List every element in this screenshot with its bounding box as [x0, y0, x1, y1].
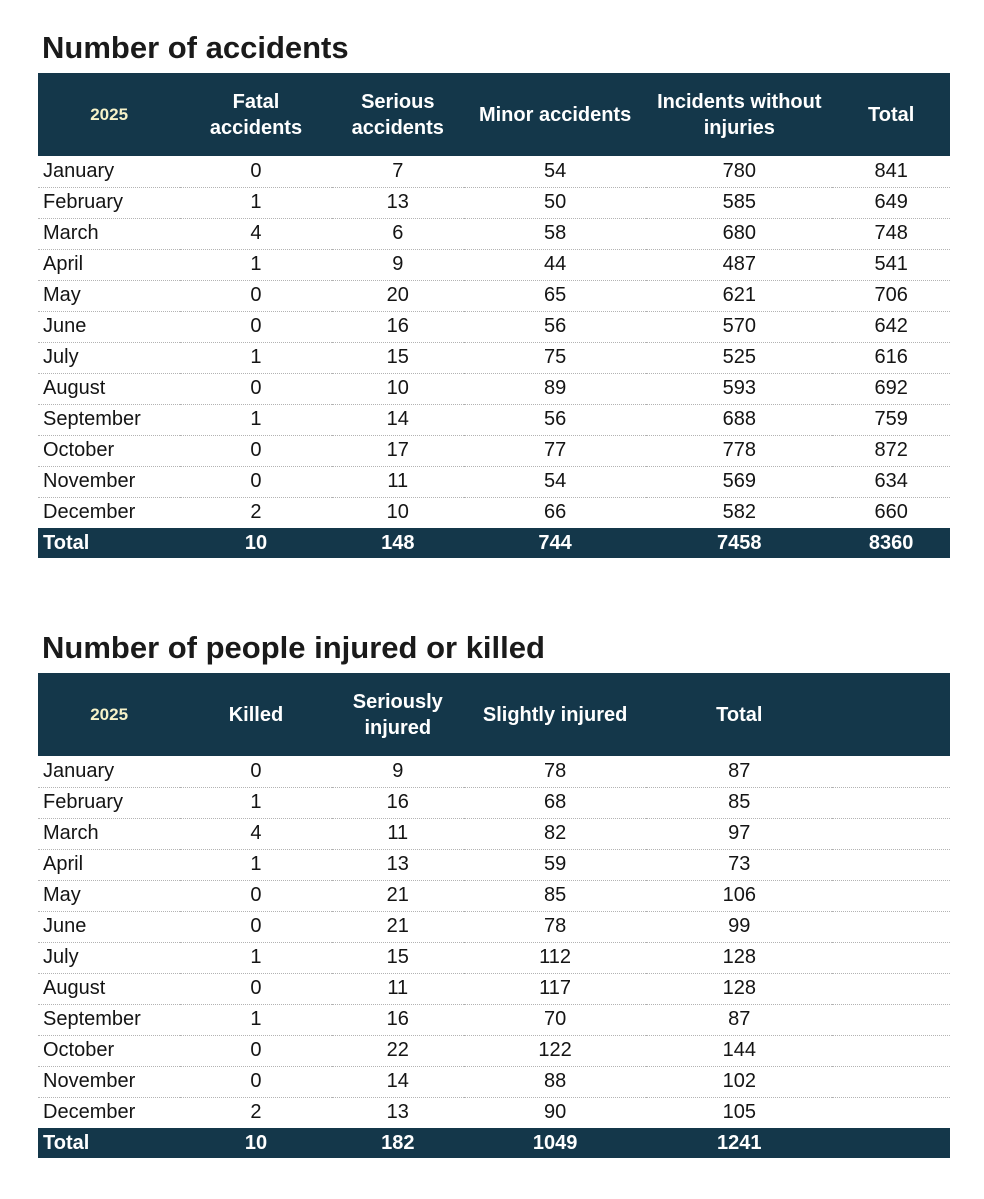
value-cell: 4	[180, 818, 331, 849]
value-cell: 90	[543, 1101, 567, 1124]
value-cell: 66	[543, 501, 567, 524]
value-cell: 128	[646, 973, 832, 1004]
total-value: 1241	[646, 1128, 832, 1158]
value-cell: 75	[464, 342, 646, 373]
table-row	[38, 218, 950, 249]
value-cell: 692	[832, 373, 950, 404]
value-cell: 77	[464, 435, 646, 466]
value-cell: 487	[646, 249, 832, 280]
value-cell: 569	[646, 466, 832, 497]
value-cell: 2	[250, 1101, 262, 1124]
header-row	[38, 73, 950, 156]
table-row	[38, 911, 950, 942]
month-label: January	[38, 756, 180, 787]
value-cell: 688	[646, 404, 832, 435]
value-cell: 616	[832, 342, 950, 373]
value-cell: 680	[646, 218, 832, 249]
value-cell: 759	[832, 404, 950, 435]
table-row	[38, 342, 950, 373]
value-cell: 59	[464, 849, 646, 880]
value-cell: 570	[646, 311, 832, 342]
empty-cell	[832, 942, 950, 973]
value-cell: 582	[722, 501, 756, 524]
value-cell: 68	[464, 787, 646, 818]
month-label: March	[38, 818, 180, 849]
value-cell: 1	[180, 249, 331, 280]
value-cell: 0	[180, 756, 331, 787]
total-value: 182	[332, 1128, 464, 1158]
value-cell: 634	[832, 466, 950, 497]
total-value: 7458	[646, 528, 832, 558]
value-cell: 0	[180, 1035, 331, 1066]
month-label: November	[38, 466, 180, 497]
empty-cell	[832, 1066, 950, 1097]
value-cell: 14	[332, 404, 464, 435]
table-row	[38, 404, 950, 435]
month-label: January	[38, 156, 180, 187]
value-cell: 128	[646, 942, 832, 973]
month-label: May	[38, 280, 180, 311]
value-cell: 9	[332, 249, 464, 280]
value-cell: 22	[332, 1035, 464, 1066]
month-label: May	[38, 880, 180, 911]
month-label: February	[38, 187, 180, 218]
value-cell: 13	[386, 1101, 409, 1124]
empty-cell	[832, 756, 950, 787]
total-label: Total	[38, 528, 180, 558]
empty-cell	[832, 818, 950, 849]
column-header: Incidents without injuries	[646, 73, 832, 156]
value-cell: 0	[180, 1066, 331, 1097]
value-cell: 85	[646, 787, 832, 818]
table-row	[38, 497, 950, 528]
value-cell: 50	[464, 187, 646, 218]
value-cell: 1	[180, 404, 331, 435]
total-label: Total	[38, 1128, 180, 1158]
value-cell: 73	[646, 849, 832, 880]
value-cell: 660	[874, 501, 908, 524]
accidents-table-title: Number of accidents	[42, 30, 349, 65]
month-label: December	[43, 501, 136, 524]
table-row	[38, 1066, 950, 1097]
value-cell: 89	[464, 373, 646, 404]
value-cell: 0	[180, 973, 331, 1004]
value-cell: 87	[646, 756, 832, 787]
table-row	[38, 942, 950, 973]
value-cell: 16	[332, 311, 464, 342]
table-row	[38, 756, 950, 787]
empty-cell	[832, 973, 950, 1004]
year-label: 2025	[38, 73, 180, 156]
value-cell: 16	[332, 1004, 464, 1035]
value-cell: 778	[646, 435, 832, 466]
value-cell: 21	[332, 880, 464, 911]
total-value: 8360	[832, 528, 950, 558]
month-label: July	[38, 342, 180, 373]
column-header: Minor accidents	[464, 73, 646, 156]
value-cell: 144	[646, 1035, 832, 1066]
value-cell: 17	[332, 435, 464, 466]
table-row	[38, 849, 950, 880]
table-row	[38, 1035, 950, 1066]
value-cell: 102	[646, 1066, 832, 1097]
casualties-table	[38, 673, 950, 1158]
value-cell: 13	[332, 849, 464, 880]
value-cell: 10	[332, 373, 464, 404]
value-cell: 11	[332, 466, 464, 497]
value-cell: 97	[646, 818, 832, 849]
table-row	[38, 311, 950, 342]
value-cell: 78	[464, 911, 646, 942]
month-label: August	[38, 373, 180, 404]
value-cell: 65	[464, 280, 646, 311]
value-cell: 1	[180, 187, 331, 218]
month-label: April	[38, 249, 180, 280]
value-cell: 649	[832, 187, 950, 218]
value-cell: 82	[464, 818, 646, 849]
value-cell: 56	[464, 404, 646, 435]
value-cell: 2	[250, 501, 262, 524]
column-header: Slightly injured	[464, 673, 646, 756]
column-header: Seriously injured	[332, 673, 464, 756]
value-cell: 87	[646, 1004, 832, 1035]
empty-cell	[832, 911, 950, 942]
value-cell: 1	[180, 342, 331, 373]
value-cell: 15	[332, 342, 464, 373]
casualties-table-title: Number of people injured or killed	[42, 630, 545, 665]
total-value: 10	[180, 1128, 331, 1158]
value-cell: 99	[646, 911, 832, 942]
value-cell: 14	[332, 1066, 464, 1097]
column-header: Fatal accidents	[180, 73, 331, 156]
value-cell: 642	[832, 311, 950, 342]
value-cell: 54	[464, 156, 646, 187]
empty-cell	[832, 849, 950, 880]
value-cell: 16	[332, 787, 464, 818]
column-header: Killed	[180, 673, 331, 756]
month-label: November	[38, 1066, 180, 1097]
month-label: October	[38, 1035, 180, 1066]
total-value: 148	[332, 528, 464, 558]
empty-cell	[832, 1004, 950, 1035]
table-row	[38, 373, 950, 404]
value-cell: 117	[464, 973, 646, 1004]
total-row	[38, 1128, 950, 1158]
casualties-section	[38, 630, 950, 1158]
year-label: 2025	[38, 673, 180, 756]
month-label: February	[38, 787, 180, 818]
value-cell: 21	[332, 911, 464, 942]
value-cell: 105	[722, 1101, 756, 1124]
value-cell: 7	[332, 156, 464, 187]
month-label: December	[43, 1101, 136, 1124]
month-label: June	[38, 911, 180, 942]
month-label: August	[38, 973, 180, 1004]
value-cell: 0	[180, 311, 331, 342]
table-row	[38, 435, 950, 466]
value-cell: 1	[180, 942, 331, 973]
value-cell: 1	[180, 1004, 331, 1035]
value-cell: 621	[646, 280, 832, 311]
table-row	[38, 249, 950, 280]
value-cell: 112	[464, 942, 646, 973]
value-cell: 1	[180, 849, 331, 880]
month-label: March	[38, 218, 180, 249]
value-cell: 85	[464, 880, 646, 911]
empty-header	[832, 673, 950, 756]
empty-cell	[832, 787, 950, 818]
value-cell: 78	[464, 756, 646, 787]
month-label: June	[38, 311, 180, 342]
value-cell: 0	[180, 880, 331, 911]
table-row	[38, 156, 950, 187]
accidents-section	[38, 30, 950, 558]
column-header: Total	[832, 73, 950, 156]
value-cell: 525	[646, 342, 832, 373]
table-row	[38, 280, 950, 311]
value-cell: 54	[464, 466, 646, 497]
value-cell: 0	[180, 156, 331, 187]
value-cell: 748	[832, 218, 950, 249]
accidents-table	[38, 73, 950, 558]
value-cell: 9	[332, 756, 464, 787]
month-label: September	[38, 404, 180, 435]
empty-cell	[832, 1097, 950, 1128]
empty-cell	[832, 880, 950, 911]
month-label: July	[38, 942, 180, 973]
value-cell: 88	[464, 1066, 646, 1097]
table-row	[38, 818, 950, 849]
value-cell: 0	[180, 911, 331, 942]
value-cell: 541	[832, 249, 950, 280]
value-cell: 6	[332, 218, 464, 249]
value-cell: 593	[646, 373, 832, 404]
total-value: 1049	[464, 1128, 646, 1158]
header-row	[38, 673, 950, 756]
value-cell: 106	[646, 880, 832, 911]
value-cell: 841	[832, 156, 950, 187]
month-label: September	[38, 1004, 180, 1035]
value-cell: 0	[180, 373, 331, 404]
value-cell: 780	[646, 156, 832, 187]
table-row	[38, 187, 950, 218]
table-row	[38, 466, 950, 497]
value-cell: 4	[180, 218, 331, 249]
value-cell: 15	[332, 942, 464, 973]
empty-cell	[832, 1035, 950, 1066]
month-label: April	[38, 849, 180, 880]
column-header: Serious accidents	[332, 73, 464, 156]
column-header: Total	[646, 673, 832, 756]
table-row	[38, 880, 950, 911]
value-cell: 122	[464, 1035, 646, 1066]
value-cell: 0	[180, 435, 331, 466]
value-cell: 20	[332, 280, 464, 311]
value-cell: 872	[832, 435, 950, 466]
empty-cell	[832, 1128, 950, 1158]
value-cell: 44	[464, 249, 646, 280]
value-cell: 585	[646, 187, 832, 218]
table-row	[38, 787, 950, 818]
table-row	[38, 1097, 950, 1128]
total-row	[38, 528, 950, 558]
value-cell: 13	[332, 187, 464, 218]
table-row	[38, 1004, 950, 1035]
value-cell: 10	[386, 501, 409, 524]
value-cell: 706	[832, 280, 950, 311]
total-value: 744	[464, 528, 646, 558]
value-cell: 58	[464, 218, 646, 249]
table-row	[38, 973, 950, 1004]
total-value: 10	[180, 528, 331, 558]
value-cell: 1	[180, 787, 331, 818]
month-label: October	[38, 435, 180, 466]
value-cell: 0	[180, 466, 331, 497]
value-cell: 0	[180, 280, 331, 311]
value-cell: 11	[332, 973, 464, 1004]
value-cell: 70	[464, 1004, 646, 1035]
value-cell: 56	[464, 311, 646, 342]
value-cell: 11	[332, 818, 464, 849]
